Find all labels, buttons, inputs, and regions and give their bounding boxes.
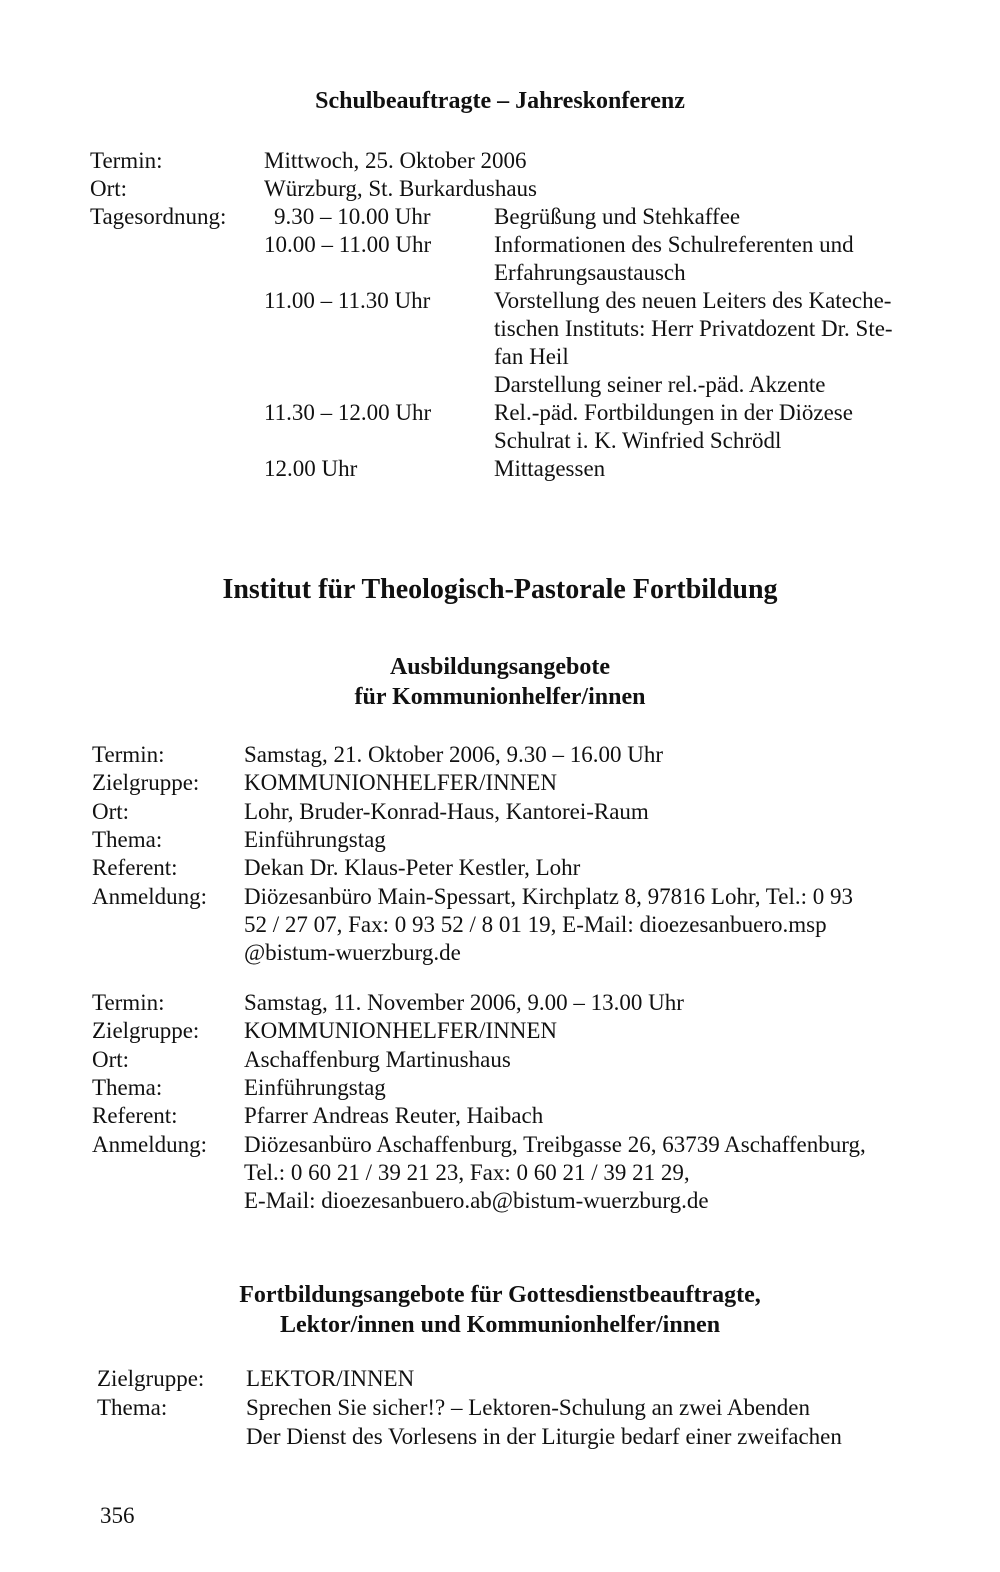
field-label: Ort: — [92, 1046, 130, 1072]
ort-value: Würzburg, St. Burkardushaus — [264, 176, 537, 201]
field-value: Lohr, Bruder-Konrad-Haus, Kantorei-Raum — [244, 798, 649, 824]
agenda-description: tischen Instituts: Herr Privatdozent Dr. Ste- — [494, 316, 893, 341]
section2-subtitle-2: für Kommunionhelfer/innen — [354, 684, 646, 710]
field-label: Referent: — [92, 1103, 178, 1129]
field-value: KOMMUNIONHELFER/INNEN — [244, 1018, 558, 1044]
field-value: LEKTOR/INNEN — [246, 1366, 415, 1391]
field-value: KOMMUNIONHELFER/INNEN — [244, 770, 558, 796]
field-value: Diözesanbüro Aschaffenburg, Treibgasse 26, 63739 Aschaffenburg, — [244, 1131, 866, 1157]
field-label: Thema: — [92, 1074, 163, 1100]
agenda-description: Rel.-päd. Fortbildungen in der Diözese — [494, 400, 853, 425]
section1-title: Schulbeauftragte – Jahreskonferenz — [315, 88, 685, 114]
section2-title: Institut für Theologisch-Pastorale Fortbildung — [222, 574, 778, 605]
field-label: Thema: — [97, 1395, 168, 1420]
page-number: 356 — [100, 1503, 135, 1528]
field-value: Sprechen Sie sicher!? – Lektoren-Schulung an zwei Abenden — [246, 1395, 810, 1420]
agenda-time: 11.00 – 11.30 Uhr — [264, 288, 431, 313]
field-value: Diözesanbüro Main-Spessart, Kirchplatz 8, 97816 Lohr, Tel.: 0 93 — [244, 883, 853, 909]
field-value: Aschaffenburg Martinushaus — [244, 1046, 511, 1072]
field-value: E-Mail: dioezesanbuero.ab@bistum-wuerzburg.de — [244, 1188, 709, 1214]
agenda-time: 10.00 – 11.00 Uhr — [264, 232, 432, 257]
agenda-description: Schulrat i. K. Winfried Schrödl — [494, 428, 782, 453]
field-label: Referent: — [92, 855, 178, 881]
field-value: 52 / 27 07, Fax: 0 93 52 / 8 01 19, E-Mail: dioezesanbuero.msp — [244, 911, 827, 937]
field-label: Zielgruppe: — [92, 1018, 200, 1044]
field-label: Anmeldung: — [92, 883, 207, 909]
field-label: Zielgruppe: — [92, 770, 200, 796]
field-value: Samstag, 11. November 2006, 9.00 – 13.00 Uhr — [244, 990, 684, 1015]
agenda-description: Begrüßung und Stehkaffee — [494, 204, 741, 229]
termin-value: Mittwoch, 25. Oktober 2006 — [264, 148, 527, 173]
field-value: Der Dienst des Vorlesens in der Liturgie bedarf einer zweifachen — [246, 1424, 842, 1449]
ort-label: Ort: — [90, 176, 128, 201]
agenda-description: Mittagessen — [494, 456, 606, 481]
field-value: @bistum-wuerzburg.de — [244, 940, 461, 966]
agenda-time: 12.00 Uhr — [264, 456, 358, 481]
agenda-description: Erfahrungsaustausch — [494, 260, 686, 285]
agenda-description: Darstellung seiner rel.-päd. Akzente — [494, 372, 826, 397]
agenda-time: 9.30 – 10.00 Uhr — [274, 204, 431, 229]
field-value: Einführungstag — [244, 1074, 386, 1100]
field-label: Ort: — [92, 798, 130, 824]
field-value: Samstag, 21. Oktober 2006, 9.30 – 16.00 Uhr — [244, 742, 664, 767]
field-value: Einführungstag — [244, 826, 386, 852]
field-label: Anmeldung: — [92, 1131, 207, 1157]
section3-title-2: Lektor/innen und Kommunionhelfer/innen — [279, 1312, 721, 1338]
field-value: Dekan Dr. Klaus-Peter Kestler, Lohr — [244, 855, 581, 881]
field-value: Pfarrer Andreas Reuter, Haibach — [244, 1103, 544, 1129]
section2-subtitle-1: Ausbildungsangebote — [389, 654, 611, 680]
section3-title-1: Fortbildungsangebote für Gottesdienstbeauftragte, — [239, 1282, 761, 1308]
agenda-description: Vorstellung des neuen Leiters des Kateche- — [494, 288, 892, 313]
field-label: Zielgruppe: — [97, 1366, 205, 1391]
tagesordnung-label: Tagesordnung: — [90, 204, 227, 229]
agenda-time: 11.30 – 12.00 Uhr — [264, 400, 432, 425]
field-label: Termin: — [92, 990, 165, 1015]
field-label: Thema: — [92, 826, 163, 852]
field-label: Termin: — [92, 742, 165, 767]
agenda-description: fan Heil — [494, 344, 569, 369]
termin-label: Termin: — [90, 148, 163, 173]
field-value: Tel.: 0 60 21 / 39 21 23, Fax: 0 60 21 / 39 21 29, — [244, 1159, 690, 1185]
agenda-description: Informationen des Schulreferenten und — [494, 232, 854, 257]
